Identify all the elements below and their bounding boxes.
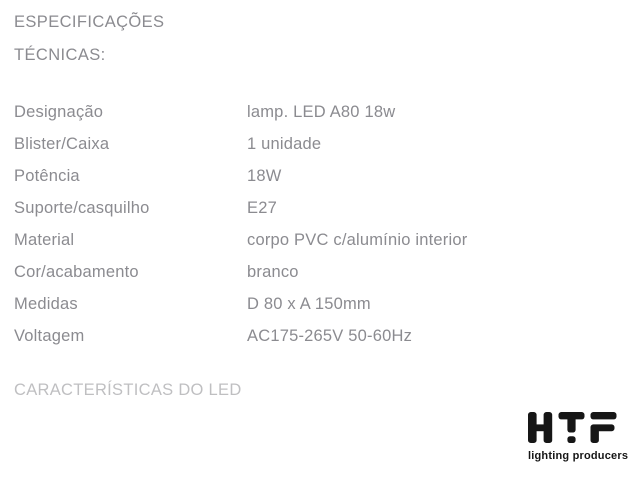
- table-row: [14, 288, 626, 320]
- spec-table: [14, 96, 626, 352]
- spec-label: Suporte/casquilho: [14, 198, 150, 217]
- page-title-line2: TÉCNICAS:: [14, 46, 106, 64]
- table-row: [14, 320, 626, 352]
- htf-logo-mark: [528, 412, 622, 448]
- htf-letter-f-stem: [591, 425, 599, 443]
- table-row: [14, 224, 626, 256]
- table-row: [14, 128, 626, 160]
- spec-value: E27: [247, 198, 277, 217]
- htf-logo: [528, 412, 629, 462]
- htf-letter-t-stem: [567, 414, 575, 433]
- clipped-section-heading: [14, 380, 414, 399]
- spec-label: Medidas: [14, 294, 78, 313]
- page-title-line1: ESPECIFICAÇÕES: [14, 13, 165, 31]
- spec-label: Material: [14, 230, 75, 249]
- spec-value: corpo PVC c/alumínio interior: [247, 230, 468, 249]
- spec-label: Blister/Caixa: [14, 134, 110, 153]
- spec-label: Potência: [14, 166, 80, 185]
- spec-label: Designação: [14, 102, 104, 121]
- htf-letter-f-top: [591, 412, 617, 419]
- spec-value: lamp. LED A80 18w: [247, 102, 396, 121]
- table-row: [14, 256, 626, 288]
- htf-letter-t-dot: [567, 436, 575, 443]
- spec-value: 18W: [247, 166, 282, 185]
- htf-logo-tagline: lighting producers: [528, 450, 629, 462]
- page-title: [14, 14, 164, 64]
- clipped-section-heading-text: CARACTERÍSTICAS DO LED: [14, 381, 242, 399]
- htf-letter-h-bar: [533, 424, 547, 431]
- spec-value: AC175-265V 50-60Hz: [247, 326, 413, 345]
- spec-label: Cor/acabamento: [14, 262, 139, 281]
- spec-value: 1 unidade: [247, 134, 322, 153]
- table-row: [14, 160, 626, 192]
- spec-label: Voltagem: [14, 326, 85, 345]
- table-row: [14, 96, 626, 128]
- spec-value: branco: [247, 262, 299, 281]
- table-row: [14, 192, 626, 224]
- spec-value: D 80 x A 150mm: [247, 294, 371, 313]
